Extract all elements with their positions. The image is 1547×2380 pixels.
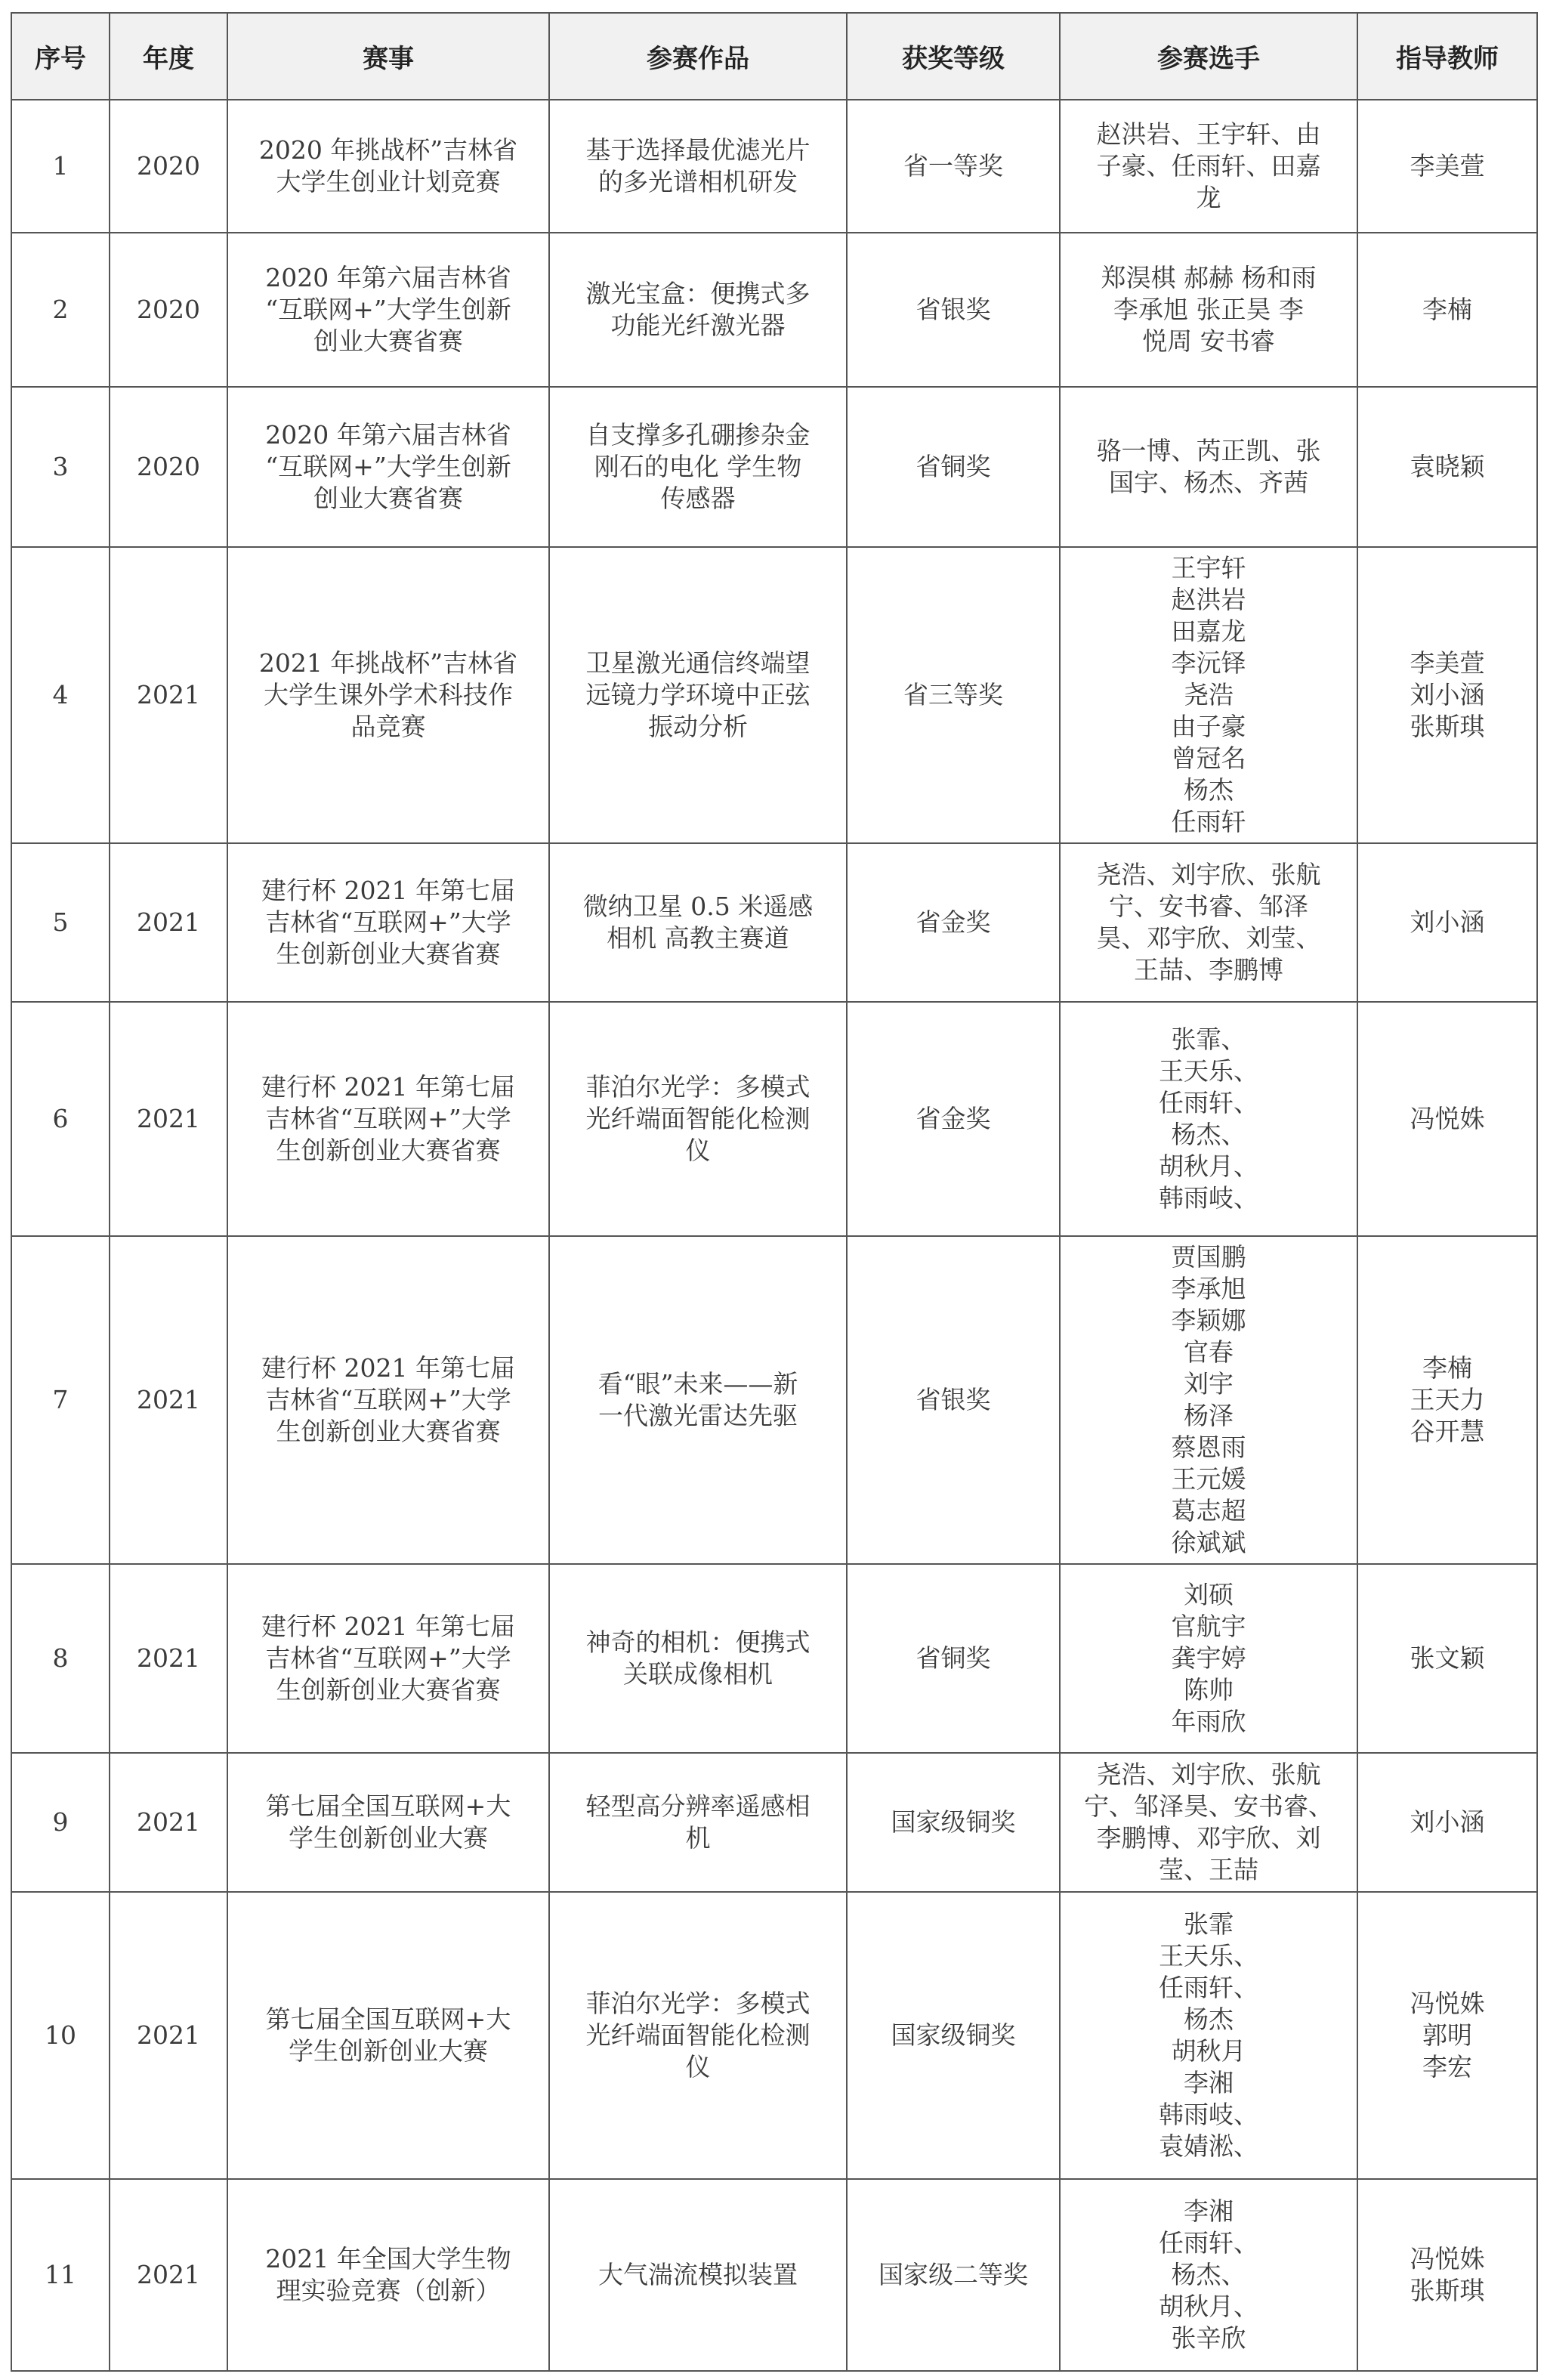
event-line: 吉林省“互联网+”大学: [265, 1104, 511, 1133]
work-cell: [549, 547, 847, 843]
player-line: 徐斌斌: [1171, 1528, 1246, 1557]
row-index: 8: [52, 1643, 69, 1673]
player-line: 杨杰、: [1171, 2260, 1246, 2289]
player-line: 葛志超: [1171, 1496, 1246, 1525]
player-line: 年雨欣: [1171, 1707, 1246, 1736]
player-line: 李湘: [1184, 2068, 1234, 2097]
player-line: 刘宇: [1184, 1369, 1234, 1399]
event-line: 生创新创业大赛省赛: [276, 1136, 501, 1165]
year-cell: [110, 1892, 227, 2179]
teacher-line: 谷开慧: [1410, 1417, 1485, 1446]
teacher-cell: [1357, 1236, 1537, 1564]
award-cell: [847, 1002, 1060, 1236]
event-line: 建行杯 2021 年第七届: [261, 876, 515, 905]
player-line: 王天乐、: [1159, 1056, 1258, 1086]
work-line: 仪: [685, 1136, 711, 1165]
event-line: 建行杯 2021 年第七届: [261, 1072, 515, 1102]
player-line: 尧浩、刘宇欣、张航: [1096, 1760, 1321, 1789]
players-cell: [1060, 843, 1357, 1002]
work-cell: [549, 2179, 847, 2371]
header-work: 参赛作品: [549, 13, 847, 100]
player-line: 杨杰、: [1171, 1120, 1246, 1149]
players-cell: [1060, 1564, 1357, 1753]
player-line: 子豪、任雨轩、田嘉: [1096, 151, 1321, 181]
event-line: 学生创新创业大赛: [289, 1823, 488, 1853]
players-cell: [1060, 2179, 1357, 2371]
year-cell: [110, 387, 227, 547]
event-line: 学生创新创业大赛: [289, 2036, 488, 2066]
teacher-cell: [1357, 2179, 1537, 2371]
table-row: [11, 100, 1537, 233]
teacher-cell: [1357, 843, 1537, 1002]
event-cell: [227, 1564, 549, 1753]
year-cell: [110, 2179, 227, 2371]
work-line: 关联成像相机: [623, 1659, 773, 1689]
year-cell: [110, 1753, 227, 1892]
work-line: 自支撑多孔硼掺杂金: [585, 420, 811, 450]
event-cell: [227, 233, 549, 387]
work-line: 菲泊尔光学：多模式: [585, 1989, 811, 2018]
player-line: 官春: [1184, 1337, 1234, 1367]
teacher-cell: [1357, 1002, 1537, 1236]
row-award: 省金奖: [916, 1104, 991, 1133]
award-cell: [847, 100, 1060, 233]
index-cell: [11, 1236, 110, 1564]
teacher-line: 刘小涵: [1410, 680, 1485, 709]
event-cell: [227, 100, 549, 233]
awards-table-container: [11, 12, 1536, 2372]
player-line: 龚宇婷: [1171, 1643, 1246, 1673]
row-year: 2021: [137, 1807, 200, 1837]
row-award: 省铜奖: [916, 452, 991, 481]
player-line: 尧浩、刘宇欣、张航: [1096, 860, 1321, 889]
table-row: [11, 1892, 1537, 2179]
player-line: 李沅铎: [1171, 648, 1246, 678]
index-cell: [11, 233, 110, 387]
event-line: 建行杯 2021 年第七届: [261, 1353, 515, 1383]
player-line: 李承旭 张正昊 李: [1113, 295, 1304, 324]
event-line: 大学生课外学术科技作: [264, 680, 513, 709]
player-line: 胡秋月: [1171, 2036, 1246, 2066]
header-event: 赛事: [227, 13, 549, 100]
award-cell: [847, 1753, 1060, 1892]
award-cell: [847, 843, 1060, 1002]
player-line: 骆一博、芮正凯、张: [1096, 436, 1321, 465]
event-cell: [227, 1236, 549, 1564]
work-line: 功能光纤激光器: [610, 311, 786, 340]
work-line: 基于选择最优滤光片: [585, 135, 811, 165]
year-cell: [110, 1236, 227, 1564]
teacher-line: 李美萱: [1410, 151, 1485, 181]
event-line: 生创新创业大赛省赛: [276, 1675, 501, 1705]
work-line: 大气湍流模拟装置: [598, 2260, 798, 2289]
header-index: 序号: [11, 13, 110, 100]
index-cell: [11, 1753, 110, 1892]
players-cell: [1060, 1236, 1357, 1564]
teacher-line: 李楠: [1422, 1353, 1472, 1383]
table-row: [11, 547, 1537, 843]
row-award: 省三等奖: [903, 680, 1003, 709]
event-line: 品竞赛: [350, 712, 426, 741]
row-award: 省一等奖: [903, 151, 1003, 181]
row-index: 4: [52, 680, 69, 709]
player-line: 张霏: [1184, 1909, 1234, 1939]
player-line: 李颖娜: [1171, 1306, 1246, 1335]
player-line: 莹、王喆: [1159, 1855, 1258, 1884]
table-row: [11, 2179, 1537, 2371]
player-line: 胡秋月、: [1159, 1151, 1258, 1181]
players-cell: [1060, 387, 1357, 547]
event-cell: [227, 2179, 549, 2371]
work-line: 振动分析: [648, 712, 748, 741]
work-line: 菲泊尔光学：多模式: [585, 1072, 811, 1102]
player-line: 韩雨岐、: [1159, 1183, 1258, 1213]
teacher-line: 冯悦姝: [1410, 1104, 1485, 1133]
table-row: [11, 233, 1537, 387]
player-line: 昊、邓宇欣、刘莹、: [1096, 923, 1321, 953]
player-line: 宁、安书睿、邹泽: [1109, 892, 1308, 921]
table-body: [11, 100, 1537, 2371]
row-year: 2021: [137, 2260, 200, 2289]
awards-table: [11, 12, 1538, 2372]
player-line: 赵洪岩: [1171, 585, 1246, 614]
work-cell: [549, 1753, 847, 1892]
teacher-line: 刘小涵: [1410, 1807, 1485, 1837]
player-line: 国宇、杨杰、齐茜: [1109, 468, 1308, 497]
year-cell: [110, 1002, 227, 1236]
teacher-line: 李宏: [1422, 2052, 1472, 2082]
row-index: 6: [52, 1104, 69, 1133]
index-cell: [11, 843, 110, 1002]
event-line: 第七届全国互联网+大: [265, 2004, 511, 2034]
work-line: 看“眼”未来——新: [597, 1369, 798, 1399]
player-line: 任雨轩、: [1159, 1973, 1258, 2002]
row-year: 2021: [137, 1104, 200, 1133]
player-line: 张辛欣: [1171, 2323, 1246, 2353]
table-row: [11, 1753, 1537, 1892]
player-line: 贾国鹏: [1171, 1242, 1246, 1272]
row-year: 2020: [137, 452, 200, 481]
event-line: 2021 年全国大学生物: [265, 2244, 511, 2273]
row-year: 2021: [137, 1643, 200, 1673]
event-line: 创业大赛省赛: [313, 484, 463, 513]
event-line: “互联网+”大学生创新: [265, 295, 511, 324]
work-line: 激光宝盒：便携式多: [585, 279, 811, 308]
player-line: 曾冠名: [1171, 743, 1246, 773]
teacher-cell: [1357, 387, 1537, 547]
row-index: 11: [45, 2260, 76, 2289]
table-row: [11, 1002, 1537, 1236]
row-year: 2021: [137, 680, 200, 709]
player-line: 王天乐、: [1159, 1941, 1258, 1970]
player-line: 李鹏博、邓宇欣、刘: [1096, 1823, 1321, 1853]
index-cell: [11, 100, 110, 233]
event-cell: [227, 1002, 549, 1236]
work-cell: [549, 100, 847, 233]
players-cell: [1060, 1892, 1357, 2179]
index-cell: [11, 387, 110, 547]
work-line: 轻型高分辨率遥感相: [585, 1791, 811, 1821]
event-line: 第七届全国互联网+大: [265, 1791, 511, 1821]
table-row: [11, 1236, 1537, 1564]
table-row: [11, 1564, 1537, 1753]
player-line: 郑淏棋 郝赫 杨和雨: [1101, 263, 1317, 292]
event-line: “互联网+”大学生创新: [265, 452, 511, 481]
row-index: 10: [45, 2020, 76, 2050]
row-index: 1: [52, 151, 69, 181]
player-line: 任雨轩: [1171, 807, 1246, 836]
work-line: 仪: [685, 2052, 711, 2082]
row-award: 省金奖: [916, 907, 991, 937]
award-cell: [847, 387, 1060, 547]
player-line: 尧浩: [1184, 680, 1234, 709]
teacher-line: 李楠: [1422, 295, 1472, 324]
event-line: 2021 年挑战杯”吉林省: [258, 648, 518, 678]
player-line: 杨杰: [1184, 775, 1234, 805]
index-cell: [11, 1564, 110, 1753]
player-line: 由子豪: [1171, 712, 1246, 741]
player-line: 胡秋月、: [1159, 2292, 1258, 2321]
header-teacher: 指导教师: [1357, 13, 1537, 100]
work-line: 传感器: [660, 484, 736, 513]
players-cell: [1060, 547, 1357, 843]
row-award: 国家级铜奖: [891, 2020, 1016, 2050]
player-line: 李湘: [1184, 2196, 1234, 2226]
year-cell: [110, 843, 227, 1002]
player-line: 王喆、李鹏博: [1134, 955, 1283, 984]
teacher-cell: [1357, 1564, 1537, 1753]
event-line: 吉林省“互联网+”大学: [265, 907, 511, 937]
player-line: 杨泽: [1184, 1401, 1234, 1430]
award-cell: [847, 1236, 1060, 1564]
teacher-line: 刘小涵: [1410, 907, 1485, 937]
index-cell: [11, 2179, 110, 2371]
year-cell: [110, 233, 227, 387]
player-line: 官航宇: [1171, 1612, 1246, 1641]
row-year: 2021: [137, 2020, 200, 2050]
index-cell: [11, 1002, 110, 1236]
work-line: 远镜力学环境中正弦: [585, 680, 811, 709]
table-row: [11, 387, 1537, 547]
row-index: 2: [52, 295, 69, 324]
year-cell: [110, 100, 227, 233]
teacher-cell: [1357, 547, 1537, 843]
work-cell: [549, 1002, 847, 1236]
player-line: 任雨轩、: [1159, 1088, 1258, 1117]
event-cell: [227, 843, 549, 1002]
work-line: 一代激光雷达先驱: [598, 1401, 798, 1430]
work-cell: [549, 1236, 847, 1564]
player-line: 宁、邹泽昊、安书睿、: [1084, 1791, 1333, 1821]
event-line: 理实验竞赛（创新）: [276, 2276, 501, 2305]
event-cell: [227, 1892, 549, 2179]
player-line: 赵洪岩、王宇轩、由: [1096, 119, 1321, 149]
work-line: 相机 高教主赛道: [607, 923, 789, 953]
event-line: 建行杯 2021 年第七届: [261, 1612, 515, 1641]
row-year: 2021: [137, 1385, 200, 1414]
event-cell: [227, 1753, 549, 1892]
work-line: 光纤端面智能化检测: [585, 2020, 811, 2050]
event-line: 生创新创业大赛省赛: [276, 939, 501, 969]
player-line: 蔡恩雨: [1171, 1433, 1246, 1462]
player-line: 任雨轩、: [1159, 2228, 1258, 2258]
teacher-line: 张文颖: [1410, 1643, 1485, 1673]
award-cell: [847, 547, 1060, 843]
player-line: 李承旭: [1171, 1274, 1246, 1303]
player-line: 王宇轩: [1171, 553, 1246, 583]
header-award: 获奖等级: [847, 13, 1060, 100]
teacher-cell: [1357, 1753, 1537, 1892]
year-cell: [110, 1564, 227, 1753]
teacher-line: 王天力: [1410, 1385, 1485, 1414]
work-line: 卫星激光通信终端望: [585, 648, 811, 678]
teacher-cell: [1357, 1892, 1537, 2179]
player-line: 陈帅: [1184, 1675, 1234, 1705]
players-cell: [1060, 100, 1357, 233]
row-index: 5: [52, 907, 69, 937]
players-cell: [1060, 1002, 1357, 1236]
event-line: 吉林省“互联网+”大学: [265, 1643, 511, 1673]
teacher-line: 郭明: [1422, 2020, 1472, 2050]
header-players: 参赛选手: [1060, 13, 1357, 100]
work-cell: [549, 1564, 847, 1753]
work-line: 光纤端面智能化检测: [585, 1104, 811, 1133]
player-line: 田嘉龙: [1171, 617, 1246, 646]
row-award: 国家级铜奖: [891, 1807, 1016, 1837]
row-award: 省铜奖: [916, 1643, 991, 1673]
event-line: 创业大赛省赛: [313, 326, 463, 356]
table-row: [11, 843, 1537, 1002]
player-line: 悦周 安书睿: [1142, 326, 1275, 356]
player-line: 韩雨岐、: [1159, 2100, 1258, 2129]
award-cell: [847, 1564, 1060, 1753]
event-line: 2020 年第六届吉林省: [265, 263, 511, 292]
work-cell: [549, 387, 847, 547]
award-cell: [847, 233, 1060, 387]
work-cell: [549, 233, 847, 387]
work-line: 机: [685, 1823, 711, 1853]
header-year: 年度: [110, 13, 227, 100]
work-line: 的多光谱相机研发: [598, 167, 798, 196]
players-cell: [1060, 233, 1357, 387]
event-line: 大学生创业计划竞赛: [276, 167, 501, 196]
teacher-cell: [1357, 233, 1537, 387]
player-line: 杨杰: [1184, 2004, 1234, 2034]
event-line: 2020 年挑战杯”吉林省: [258, 135, 518, 165]
teacher-line: 冯悦姝: [1410, 1989, 1485, 2018]
work-line: 刚石的电化 学生物: [594, 452, 802, 481]
player-line: 王元媛: [1171, 1464, 1246, 1494]
row-year: 2020: [137, 295, 200, 324]
row-year: 2020: [137, 151, 200, 181]
teacher-line: 冯悦姝: [1410, 2244, 1485, 2273]
event-line: 吉林省“互联网+”大学: [265, 1385, 511, 1414]
players-cell: [1060, 1753, 1357, 1892]
award-cell: [847, 1892, 1060, 2179]
row-award: 省银奖: [916, 295, 991, 324]
teacher-line: 张斯琪: [1410, 712, 1485, 741]
row-index: 9: [52, 1807, 69, 1837]
row-index: 3: [52, 452, 69, 481]
work-line: 微纳卫星 0.5 米遥感: [582, 892, 814, 921]
event-cell: [227, 547, 549, 843]
row-award: 国家级二等奖: [878, 2260, 1028, 2289]
teacher-cell: [1357, 100, 1537, 233]
teacher-line: 张斯琪: [1410, 2276, 1485, 2305]
teacher-line: 李美萱: [1410, 648, 1485, 678]
index-cell: [11, 1892, 110, 2179]
row-index: 7: [52, 1385, 69, 1414]
player-line: 刘硕: [1184, 1580, 1234, 1609]
teacher-line: 袁晓颖: [1410, 452, 1485, 481]
row-award: 省银奖: [916, 1385, 991, 1414]
player-line: 袁婧淞、: [1159, 2131, 1258, 2161]
work-cell: [549, 1892, 847, 2179]
work-cell: [549, 843, 847, 1002]
award-cell: [847, 2179, 1060, 2371]
row-year: 2021: [137, 907, 200, 937]
player-line: 张霏、: [1171, 1025, 1246, 1054]
index-cell: [11, 547, 110, 843]
event-line: 2020 年第六届吉林省: [265, 420, 511, 450]
work-line: 神奇的相机：便携式: [585, 1627, 811, 1657]
player-line: 龙: [1196, 183, 1221, 212]
header-row: [11, 13, 1537, 100]
event-cell: [227, 387, 549, 547]
event-line: 生创新创业大赛省赛: [276, 1417, 501, 1446]
year-cell: [110, 547, 227, 843]
